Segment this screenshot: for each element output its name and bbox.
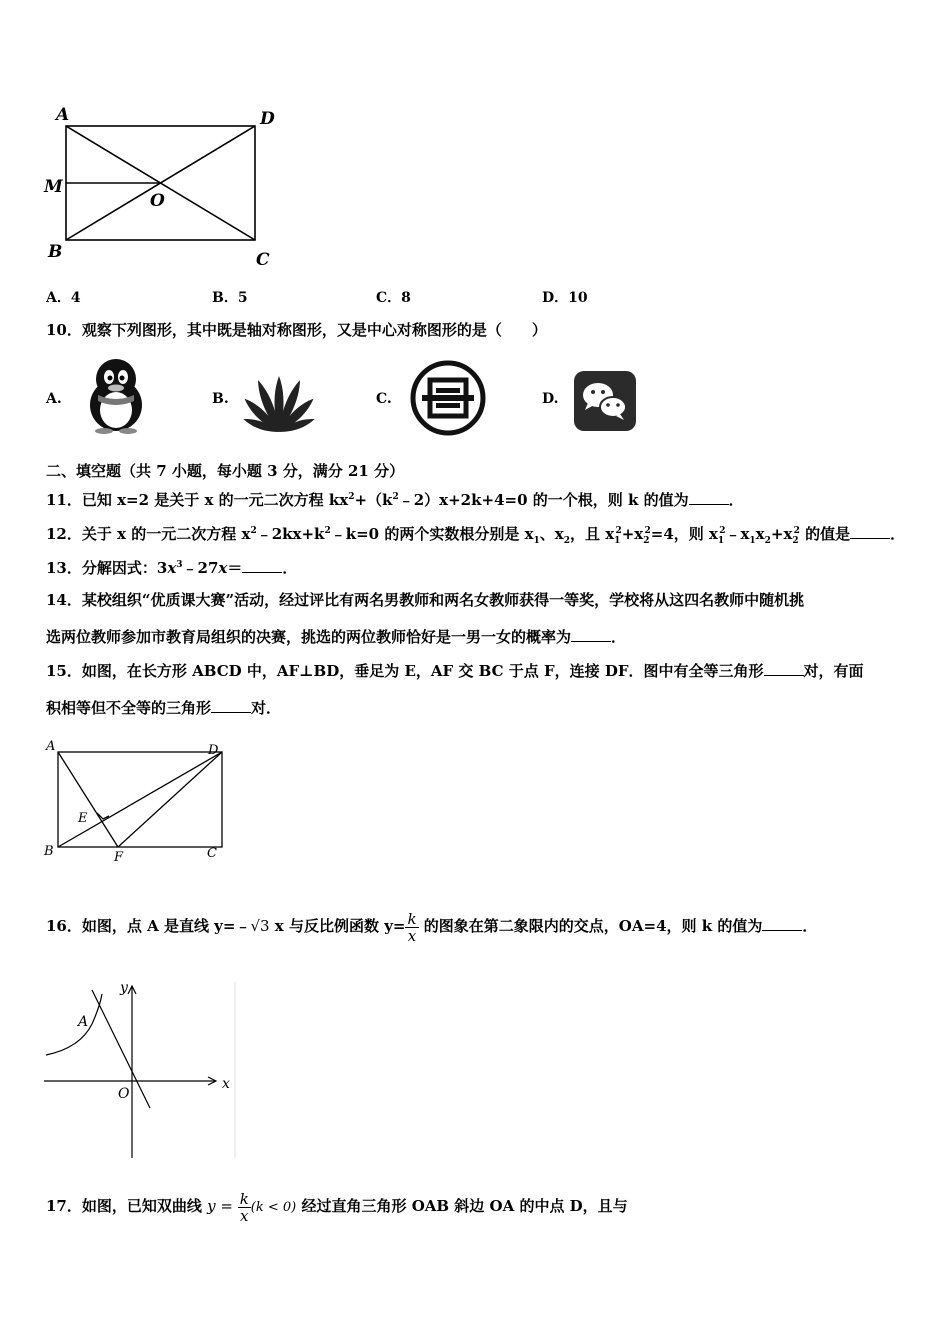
- q12-sup: 2: [719, 526, 726, 536]
- q14-text: 选两位教师参加市教育局组织的决赛，挑选的两位教师恰好是一男一女的概率为: [46, 628, 572, 646]
- q11-question: [46, 487, 744, 510]
- fraction-k-over-x: [238, 1191, 251, 1224]
- label-x: x: [222, 1076, 230, 1092]
- q16-text: 的图象在第二象限内的交点，OA=4，则 k 的值为: [418, 917, 763, 935]
- q12-question: [46, 521, 905, 551]
- q16-text: x 与反比例函数 y=: [269, 917, 406, 935]
- q13-end: ．: [282, 559, 298, 577]
- q16-coordinate-figure: [40, 978, 240, 1163]
- q17-text: 17．如图，已知双曲线: [46, 1197, 208, 1215]
- q16-end: ．: [802, 917, 818, 935]
- q12-sub: 1: [749, 536, 756, 546]
- q15-text: 对．: [251, 699, 282, 717]
- q14-line-2: [46, 627, 626, 647]
- q12-answer-blank[interactable]: [850, 524, 890, 539]
- label-b: B: [44, 844, 54, 859]
- q15-line-1: [46, 661, 864, 681]
- q15-text: 对，有面: [803, 662, 864, 680]
- q12-sub: 2: [792, 536, 799, 546]
- q12-text: ﹣x: [725, 525, 750, 543]
- fraction-denominator: x: [240, 1206, 249, 1225]
- fraction-denominator: x: [407, 926, 417, 945]
- fraction-numerator: k: [407, 909, 417, 928]
- q17-question: [46, 1186, 628, 1228]
- label-d: D: [260, 109, 275, 129]
- q15-line-2: [46, 698, 281, 718]
- q12-text: ﹣2kx+k: [256, 525, 325, 543]
- q12-sup: 2: [324, 526, 331, 536]
- label-d: D: [208, 743, 219, 758]
- label-m: M: [44, 177, 63, 197]
- q13-text: 13．分解因式：3: [46, 559, 168, 577]
- q10-option-a-label: A.: [46, 391, 62, 407]
- q15-rectangle-figure: [40, 738, 240, 868]
- q11-part-a: 11．已知 x=2 是关于 x 的一元二次方程 kx: [46, 491, 349, 509]
- petal-logo-icon: [238, 370, 320, 434]
- q17-condition: (k < 0): [250, 1200, 297, 1215]
- q11-end: ．: [728, 491, 744, 509]
- q15-answer-blank-2[interactable]: [211, 698, 251, 713]
- q9-option-a: A．4: [46, 290, 81, 306]
- q11-exponent-2: 2: [392, 492, 399, 502]
- label-b: B: [48, 242, 63, 262]
- q10-option-d-label: D.: [542, 391, 559, 407]
- q12-sup: 2: [615, 526, 622, 536]
- q12-sub: 2: [643, 536, 650, 546]
- q13-sup: 3: [176, 560, 183, 570]
- q16-question: [46, 906, 817, 946]
- q11-part-c: ﹣2）x+2k+4=0 的一个根，则 k 的值为: [398, 491, 689, 509]
- q14-line-1: 14．某校组织“优质课大赛”活动，经过评比有两名男教师和两名女教师获得一等奖，学校将从这四名教师中随机挑: [46, 591, 805, 609]
- sqrt-3: √3: [250, 917, 270, 935]
- label-a: A: [56, 105, 70, 125]
- q9-option-b: B．5: [212, 290, 248, 306]
- diagonal-bd: [58, 752, 222, 847]
- label-f: F: [114, 850, 124, 865]
- chat-bubbles-icon: [573, 370, 637, 432]
- bank-logo-icon: [408, 358, 488, 438]
- label-a: A: [46, 739, 56, 754]
- q13-var: x: [167, 559, 177, 577]
- q13-var: x: [218, 559, 228, 577]
- q12-sub: 2: [563, 536, 570, 546]
- q11-part-b: +（k: [354, 491, 393, 509]
- q13-text: ＝: [227, 559, 243, 577]
- q12-text: =4，则 x: [650, 525, 718, 543]
- q12-text: ﹣k=0 的两个实数根分别是 x: [330, 525, 534, 543]
- q12-sub: 1: [533, 536, 540, 546]
- label-a: A: [78, 1014, 89, 1030]
- q12-text: 的值是: [799, 525, 851, 543]
- q14-end: ．: [611, 628, 627, 646]
- q17-equals: =: [215, 1197, 238, 1215]
- q12-text: 12．关于 x 的一元二次方程 x: [46, 525, 251, 543]
- label-o: O: [150, 191, 165, 211]
- q12-end: ．: [890, 525, 906, 543]
- fraction-k-over-x: [405, 911, 418, 944]
- q9-rectangle-figure: [40, 100, 290, 275]
- q11-exponent-1: 2: [348, 492, 355, 502]
- q9-option-c: C．8: [376, 290, 411, 306]
- q12-sub: 1: [614, 536, 621, 546]
- q10-option-c-label: C.: [376, 391, 392, 407]
- q9-option-d: D．10: [542, 290, 588, 306]
- q12-text: ，且 x: [570, 525, 615, 543]
- penguin-icon: [78, 355, 154, 435]
- label-o: O: [118, 1086, 130, 1102]
- q12-text: +x: [621, 525, 644, 543]
- label-e: E: [78, 811, 88, 826]
- q12-sup: 2: [644, 526, 651, 536]
- q14-answer-blank[interactable]: [571, 627, 611, 642]
- q10-option-b-label: B.: [212, 391, 229, 407]
- fraction-numerator: k: [239, 1189, 249, 1208]
- q17-text: 经过直角三角形 OAB 斜边 OA 的中点 D，且与: [296, 1197, 628, 1215]
- q12-sup: 2: [793, 526, 800, 536]
- q15-text: 15．如图，在长方形 ABCD 中，AF⊥BD，垂足为 E，AF 交 BC 于点 F，连接 DF．图中有全等三角形: [46, 662, 764, 680]
- segment-df: [118, 752, 222, 847]
- q12-sup: 2: [250, 526, 257, 536]
- q10-question: 10．观察下列图形，其中既是轴对称图形，又是中心对称图形的是（ ）: [46, 321, 547, 339]
- q13-answer-blank[interactable]: [242, 558, 282, 573]
- q13-question: [46, 555, 297, 578]
- segment-af: [58, 752, 118, 847]
- q12-text: 、x: [539, 525, 564, 543]
- q12-text: x: [755, 525, 765, 543]
- q16-answer-blank[interactable]: [762, 916, 802, 931]
- hyperbola-branch: [46, 994, 102, 1055]
- label-c: C: [207, 846, 217, 861]
- q11-answer-blank[interactable]: [689, 490, 729, 505]
- q13-text: ﹣27: [182, 559, 219, 577]
- q12-sub: 2: [764, 536, 771, 546]
- q15-answer-blank-1[interactable]: [764, 661, 804, 676]
- q12-text: +x: [770, 525, 793, 543]
- q12-sub: 1: [717, 536, 725, 546]
- label-c: C: [256, 250, 270, 270]
- q17-var-y: y: [207, 1197, 216, 1215]
- section-2-title: 二、填空题（共 7 小题，每小题 3 分，满分 21 分）: [46, 462, 405, 480]
- q16-text: 16．如图，点 A 是直线 y=﹣: [46, 917, 251, 935]
- q15-text: 积相等但不全等的三角形: [46, 699, 212, 717]
- label-y: y: [120, 980, 128, 996]
